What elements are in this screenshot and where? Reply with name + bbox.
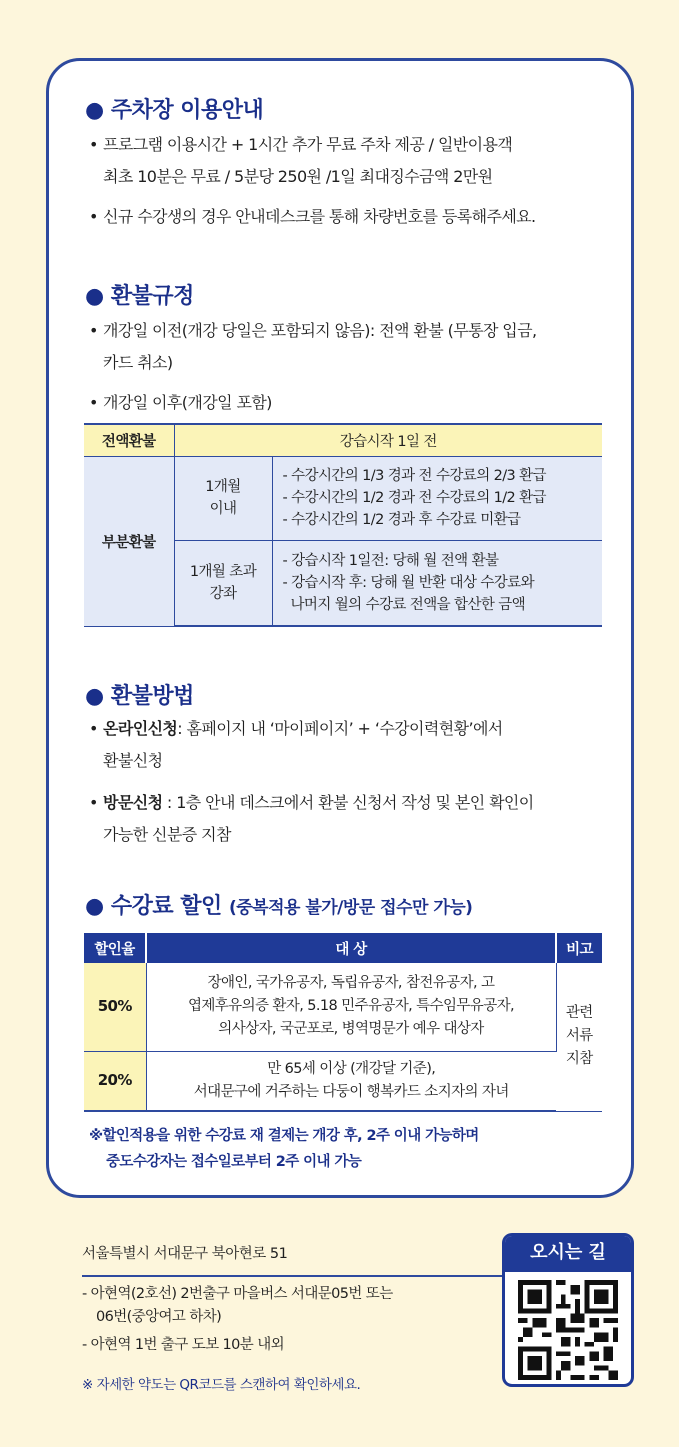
online-refund: • 온라인신청: 홈페이지 내 ‘마이페이지’ + ‘수강이력현황’에서 환불신청 <box>89 719 503 770</box>
refund-method-title: ● 환불방법 <box>85 684 194 709</box>
period-cell: 1개월 초과 강좌 <box>174 540 272 626</box>
direction-1: - 아현역(2호선) 2번출구 마을버스 서대문05번 또는 06번(중앙여고 하차) <box>82 1286 393 1325</box>
remark-cell: 관련 서류 지참 <box>556 963 602 1111</box>
parking-item-2: • 신규 수강생의 경우 안내데스크를 통해 차량번호를 등록해주세요. <box>89 207 536 226</box>
full-refund-label: 전액환불 <box>84 424 174 456</box>
qr-panel[interactable] <box>502 1233 634 1387</box>
refund-table <box>84 423 602 627</box>
refund-rule-2: • 개강일 이후(개강일 포함) <box>89 393 272 412</box>
rate-cell: 50% <box>84 963 146 1051</box>
parking-item-1: • 프로그램 이용시간 + 1시간 추가 무료 주차 제공 / 일반이용객 최초 10분은 무료 / 5분당 250원 /1일 최대징수금액 2만원 <box>89 135 513 186</box>
target-cell: 만 65세 이상 (개강달 기준), 서대문구에 거주하는 다둥이 행복카드 소지자의 자녀 <box>146 1051 556 1111</box>
partial-refund-label: 부분환불 <box>84 456 174 626</box>
col-rate: 할인율 <box>84 933 146 963</box>
refund-rules-title: ● 환불규정 <box>85 284 194 309</box>
refund-rule-1: • 개강일 이전(개강 당일은 포함되지 않음): 전액 환불 (무통장 입금, 카드 취소) <box>89 321 537 372</box>
table-row <box>84 456 602 540</box>
target-cell: 장애인, 국가유공자, 독립유공자, 참전유공자, 고 엽제후유의증 환자, 5.18 민주유공자, 특수임무유공자, 의사상자, 국군포로, 병역명문가 예우 대상자 <box>146 963 556 1051</box>
table-row <box>84 1051 602 1111</box>
col-remark: 비고 <box>556 933 602 963</box>
table-row <box>84 424 602 456</box>
qr-code-icon[interactable] <box>515 1280 621 1380</box>
discount-title: ● 수강료 할인 (중복적용 불가/방문 접수만 가능) <box>85 894 473 919</box>
info-card <box>46 58 634 1198</box>
table-row <box>84 963 602 1051</box>
parking-title: ● 주차장 이용안내 <box>85 98 264 123</box>
refund-items: - 수강시간의 1/3 경과 전 수강료의 2/3 환급 - 수강시간의 1/2 경과 전 수강료의 1/2 환급 - 수강시간의 1/2 경과 후 수강료 미환급 <box>272 456 602 540</box>
direction-2: - 아현역 1번 출구 도보 10분 내외 <box>82 1337 285 1353</box>
table-header <box>84 933 602 963</box>
qr-title: 오시는 길 <box>505 1236 631 1272</box>
divider <box>82 1275 502 1277</box>
address: 서울특별시 서대문구 북아현로 51 <box>82 1246 288 1262</box>
discount-table <box>84 933 602 1112</box>
discount-note: ※할인적용을 위한 수강료 재 결제는 개강 후, 2주 이내 가능하며 중도수강자는 접수일로부터 2주 이내 가능 <box>89 1128 479 1170</box>
rate-cell: 20% <box>84 1051 146 1111</box>
qr-footnote: ※ 자세한 약도는 QR코드를 스캔하여 확인하세요. <box>82 1377 361 1393</box>
refund-items: - 강습시작 1일전: 당해 월 전액 환불 - 강습시작 후: 당해 월 반환 대상 수강료와 나머지 월의 수강료 전액을 합산한 금액 <box>272 540 602 626</box>
full-refund-value: 강습시작 1일 전 <box>174 424 602 456</box>
period-cell: 1개월 이내 <box>174 456 272 540</box>
col-target: 대 상 <box>146 933 556 963</box>
visit-refund: • 방문신청 : 1층 안내 데스크에서 환불 신청서 작성 및 본인 확인이 가능한 신분증 지참 <box>89 793 534 844</box>
